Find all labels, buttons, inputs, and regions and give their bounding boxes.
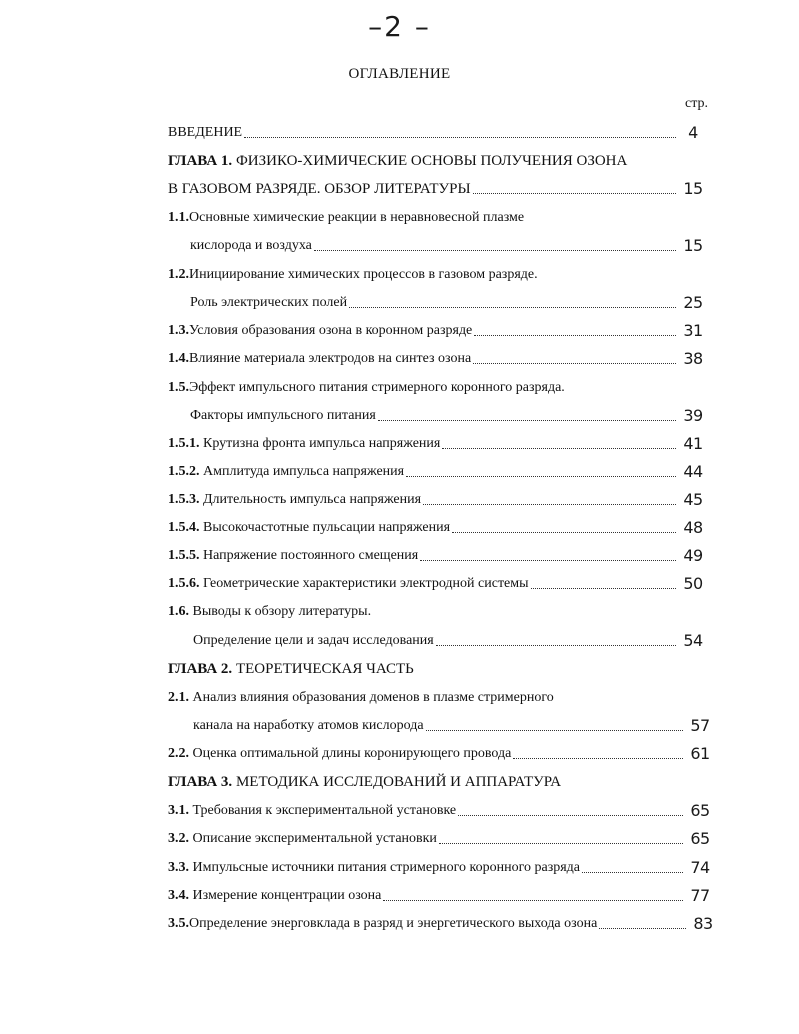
toc-entry-title: Импульсные источники питания стримерного коронного разряда [192, 860, 580, 875]
toc-entry-title: Описание экспериментальной установки [192, 831, 437, 846]
toc-entry-title: Основные химические реакции в неравновесной плазме [189, 210, 525, 225]
toc-entry-2-1-cont [193, 713, 715, 735]
toc-entry-title: ВВЕДЕНИЕ [168, 125, 243, 140]
toc-chapter-title-cont: В ГАЗОВОМ РАЗРЯДЕ. ОБЗОР ЛИТЕРАТУРЫ [168, 181, 471, 197]
toc-entry-title: Определение энерговклада в разряд и энергетического выхода озона [189, 916, 598, 931]
toc-chapter-1-cont [168, 176, 708, 198]
dot-leader [349, 307, 676, 308]
toc-chapter-number: ГЛАВА 1. [168, 153, 233, 169]
dot-leader [420, 560, 676, 561]
toc-entry-3-5 [168, 911, 718, 933]
toc-section-number: 1.3. [168, 323, 189, 338]
toc-entry-1-5-2 [168, 459, 708, 481]
toc-page-number: 65 [690, 829, 710, 848]
toc-entry-1-4 [168, 346, 708, 368]
dot-leader [378, 420, 676, 421]
toc-page-number: 15 [683, 179, 703, 198]
toc-chapter-title: ТЕОРЕТИЧЕСКАЯ ЧАСТЬ [235, 661, 414, 677]
toc-section-number: 3.5. [168, 916, 189, 931]
toc-page-number: 15 [683, 236, 703, 255]
toc-entry-1-5-3 [168, 487, 708, 509]
toc-section-number: 3.2. [168, 831, 189, 846]
toc-entry-title: Влияние материала электродов на синтез озона [189, 351, 472, 366]
toc-entry-title: Геометрические характеристики электродной системы [203, 576, 529, 591]
toc-entry-2-2 [168, 741, 715, 763]
toc-entry-title: Измерение концентрации озона [192, 888, 382, 903]
toc-page-number: 77 [690, 886, 710, 905]
toc-section-number: 1.5.5. [168, 548, 200, 563]
dot-leader [314, 250, 676, 251]
toc-section-number: 1.1. [168, 210, 189, 225]
toc-page-number: 50 [683, 574, 703, 593]
toc-entry-title: Инициирование химических процессов в газовом разряде. [189, 267, 538, 282]
toc-page-number: 45 [683, 490, 703, 509]
toc-entry-1-2 [168, 262, 708, 284]
dot-leader [406, 476, 676, 477]
toc-chapter-2 [168, 656, 708, 678]
toc-chapter-1 [168, 148, 708, 170]
toc-section-number: 1.5. [168, 380, 189, 395]
toc-page-number: 61 [690, 744, 710, 763]
page-title: ОГЛАВЛЕНИЕ [348, 66, 451, 82]
toc-section-number: 1.5.1. [168, 436, 200, 451]
toc-entry-1-5-4 [168, 515, 708, 537]
toc-page-number: 41 [683, 434, 703, 453]
toc-entry-1-1-cont [190, 233, 708, 255]
toc-entry-title: Эффект импульсного питания стримерного коронного разряда. [189, 380, 565, 395]
toc-entry-title: Анализ влияния образования доменов в плазме стримерного [192, 690, 554, 705]
toc-section-number: 1.6. [168, 604, 189, 619]
toc-section-number: 2.1. [168, 690, 189, 705]
toc-section-number: 3.3. [168, 860, 189, 875]
page-number: –2 – [368, 10, 431, 43]
toc-chapter-title: ФИЗИКО-ХИМИЧЕСКИЕ ОСНОВЫ ПОЛУЧЕНИЯ ОЗОНА [235, 153, 628, 169]
toc-section-number: 3.4. [168, 888, 189, 903]
dot-leader [439, 843, 683, 844]
dot-leader [244, 137, 676, 138]
toc-page-number: 39 [683, 406, 703, 425]
toc-entry-1-5-5 [168, 543, 708, 565]
toc-page-number: 74 [690, 858, 710, 877]
toc-entry-1-5-6 [168, 571, 708, 593]
toc-entry-3-2 [168, 826, 715, 848]
toc-entry-1-5-cont [190, 403, 708, 425]
toc-section-number: 2.2. [168, 746, 189, 761]
toc-section-number: 1.2. [168, 267, 189, 282]
dot-leader [582, 872, 683, 873]
toc-page-number: 38 [683, 349, 703, 368]
dot-leader [436, 645, 676, 646]
dot-leader [452, 532, 676, 533]
toc-entry-2-1 [168, 685, 708, 707]
toc-entry-1-6 [168, 599, 708, 621]
toc-section-number: 1.5.3. [168, 492, 200, 507]
toc-entry-title: Требования к экспериментальной установке [192, 803, 457, 818]
dot-leader [599, 928, 686, 929]
toc-entry-title: Длительность импульса напряжения [203, 492, 422, 507]
toc-entry-title: Крутизна фронта импульса напряжения [203, 436, 441, 451]
dot-leader [513, 758, 683, 759]
toc-page-number: 49 [683, 546, 703, 565]
dot-leader [442, 448, 676, 449]
dot-leader [473, 193, 676, 194]
toc-page-number: 25 [683, 293, 703, 312]
dot-leader [426, 730, 683, 731]
toc-page-number: 48 [683, 518, 703, 537]
toc-chapter-number: ГЛАВА 2. [168, 661, 233, 677]
toc-entry-title-cont: Определение цели и задач исследования [193, 633, 434, 648]
dot-leader [473, 363, 676, 364]
toc-page-number: 4 [688, 123, 698, 142]
toc-section-number: 1.5.2. [168, 464, 200, 479]
toc-entry-3-4 [168, 883, 715, 905]
toc-entry-1-1 [168, 205, 708, 227]
toc-entry-title: Амплитуда импульса напряжения [203, 464, 405, 479]
toc-page-number: 44 [683, 462, 703, 481]
toc-entry-title: Высокочастотные пульсации напряжения [203, 520, 451, 535]
toc-page-number: 65 [690, 801, 710, 820]
toc-section-number: 1.4. [168, 351, 189, 366]
dot-leader [458, 815, 683, 816]
page-column-label: стр. [684, 96, 708, 111]
toc-chapter-number: ГЛАВА 3. [168, 774, 233, 790]
toc-entry-3-1 [168, 798, 715, 820]
toc-entry-3-3 [168, 855, 715, 877]
toc-section-number: 3.1. [168, 803, 189, 818]
toc-entry-1-5-1 [168, 431, 708, 453]
toc-page-number: 83 [693, 914, 713, 933]
dot-leader [474, 335, 676, 336]
dot-leader [423, 504, 676, 505]
toc-page-number: 31 [683, 321, 703, 340]
toc-entry-title-cont: кислорода и воздуха [190, 238, 312, 253]
toc-entry-1-6-cont [193, 628, 708, 650]
toc-entry-title: Условия образования озона в коронном разряде [189, 323, 473, 338]
toc-section-number: 1.5.4. [168, 520, 200, 535]
toc-entry-title: Выводы к обзору литературы. [192, 604, 372, 619]
dot-leader [531, 588, 676, 589]
toc-entry-title-cont: Факторы импульсного питания [190, 408, 376, 423]
toc-entry-title: Напряжение постоянного смещения [203, 548, 419, 563]
toc-entry-1-5 [168, 375, 708, 397]
toc-entry-title: Оценка оптимальной длины коронирующего провода [192, 746, 512, 761]
toc-page-number: 57 [690, 716, 710, 735]
toc-page-number: 54 [683, 631, 703, 650]
toc-chapter-title: МЕТОДИКА ИССЛЕДОВАНИЙ И АППАРАТУРА [235, 774, 562, 790]
toc-entry-1-2-cont [190, 290, 708, 312]
toc-entry-title-cont: Роль электрических полей [190, 295, 348, 310]
toc-section-number: 1.5.6. [168, 576, 200, 591]
dot-leader [383, 900, 683, 901]
toc-entry-1-3 [168, 318, 708, 340]
toc-entry-intro [168, 120, 708, 142]
toc-entry-title-cont: канала на наработку атомов кислорода [193, 718, 424, 733]
toc-chapter-3 [168, 769, 708, 791]
